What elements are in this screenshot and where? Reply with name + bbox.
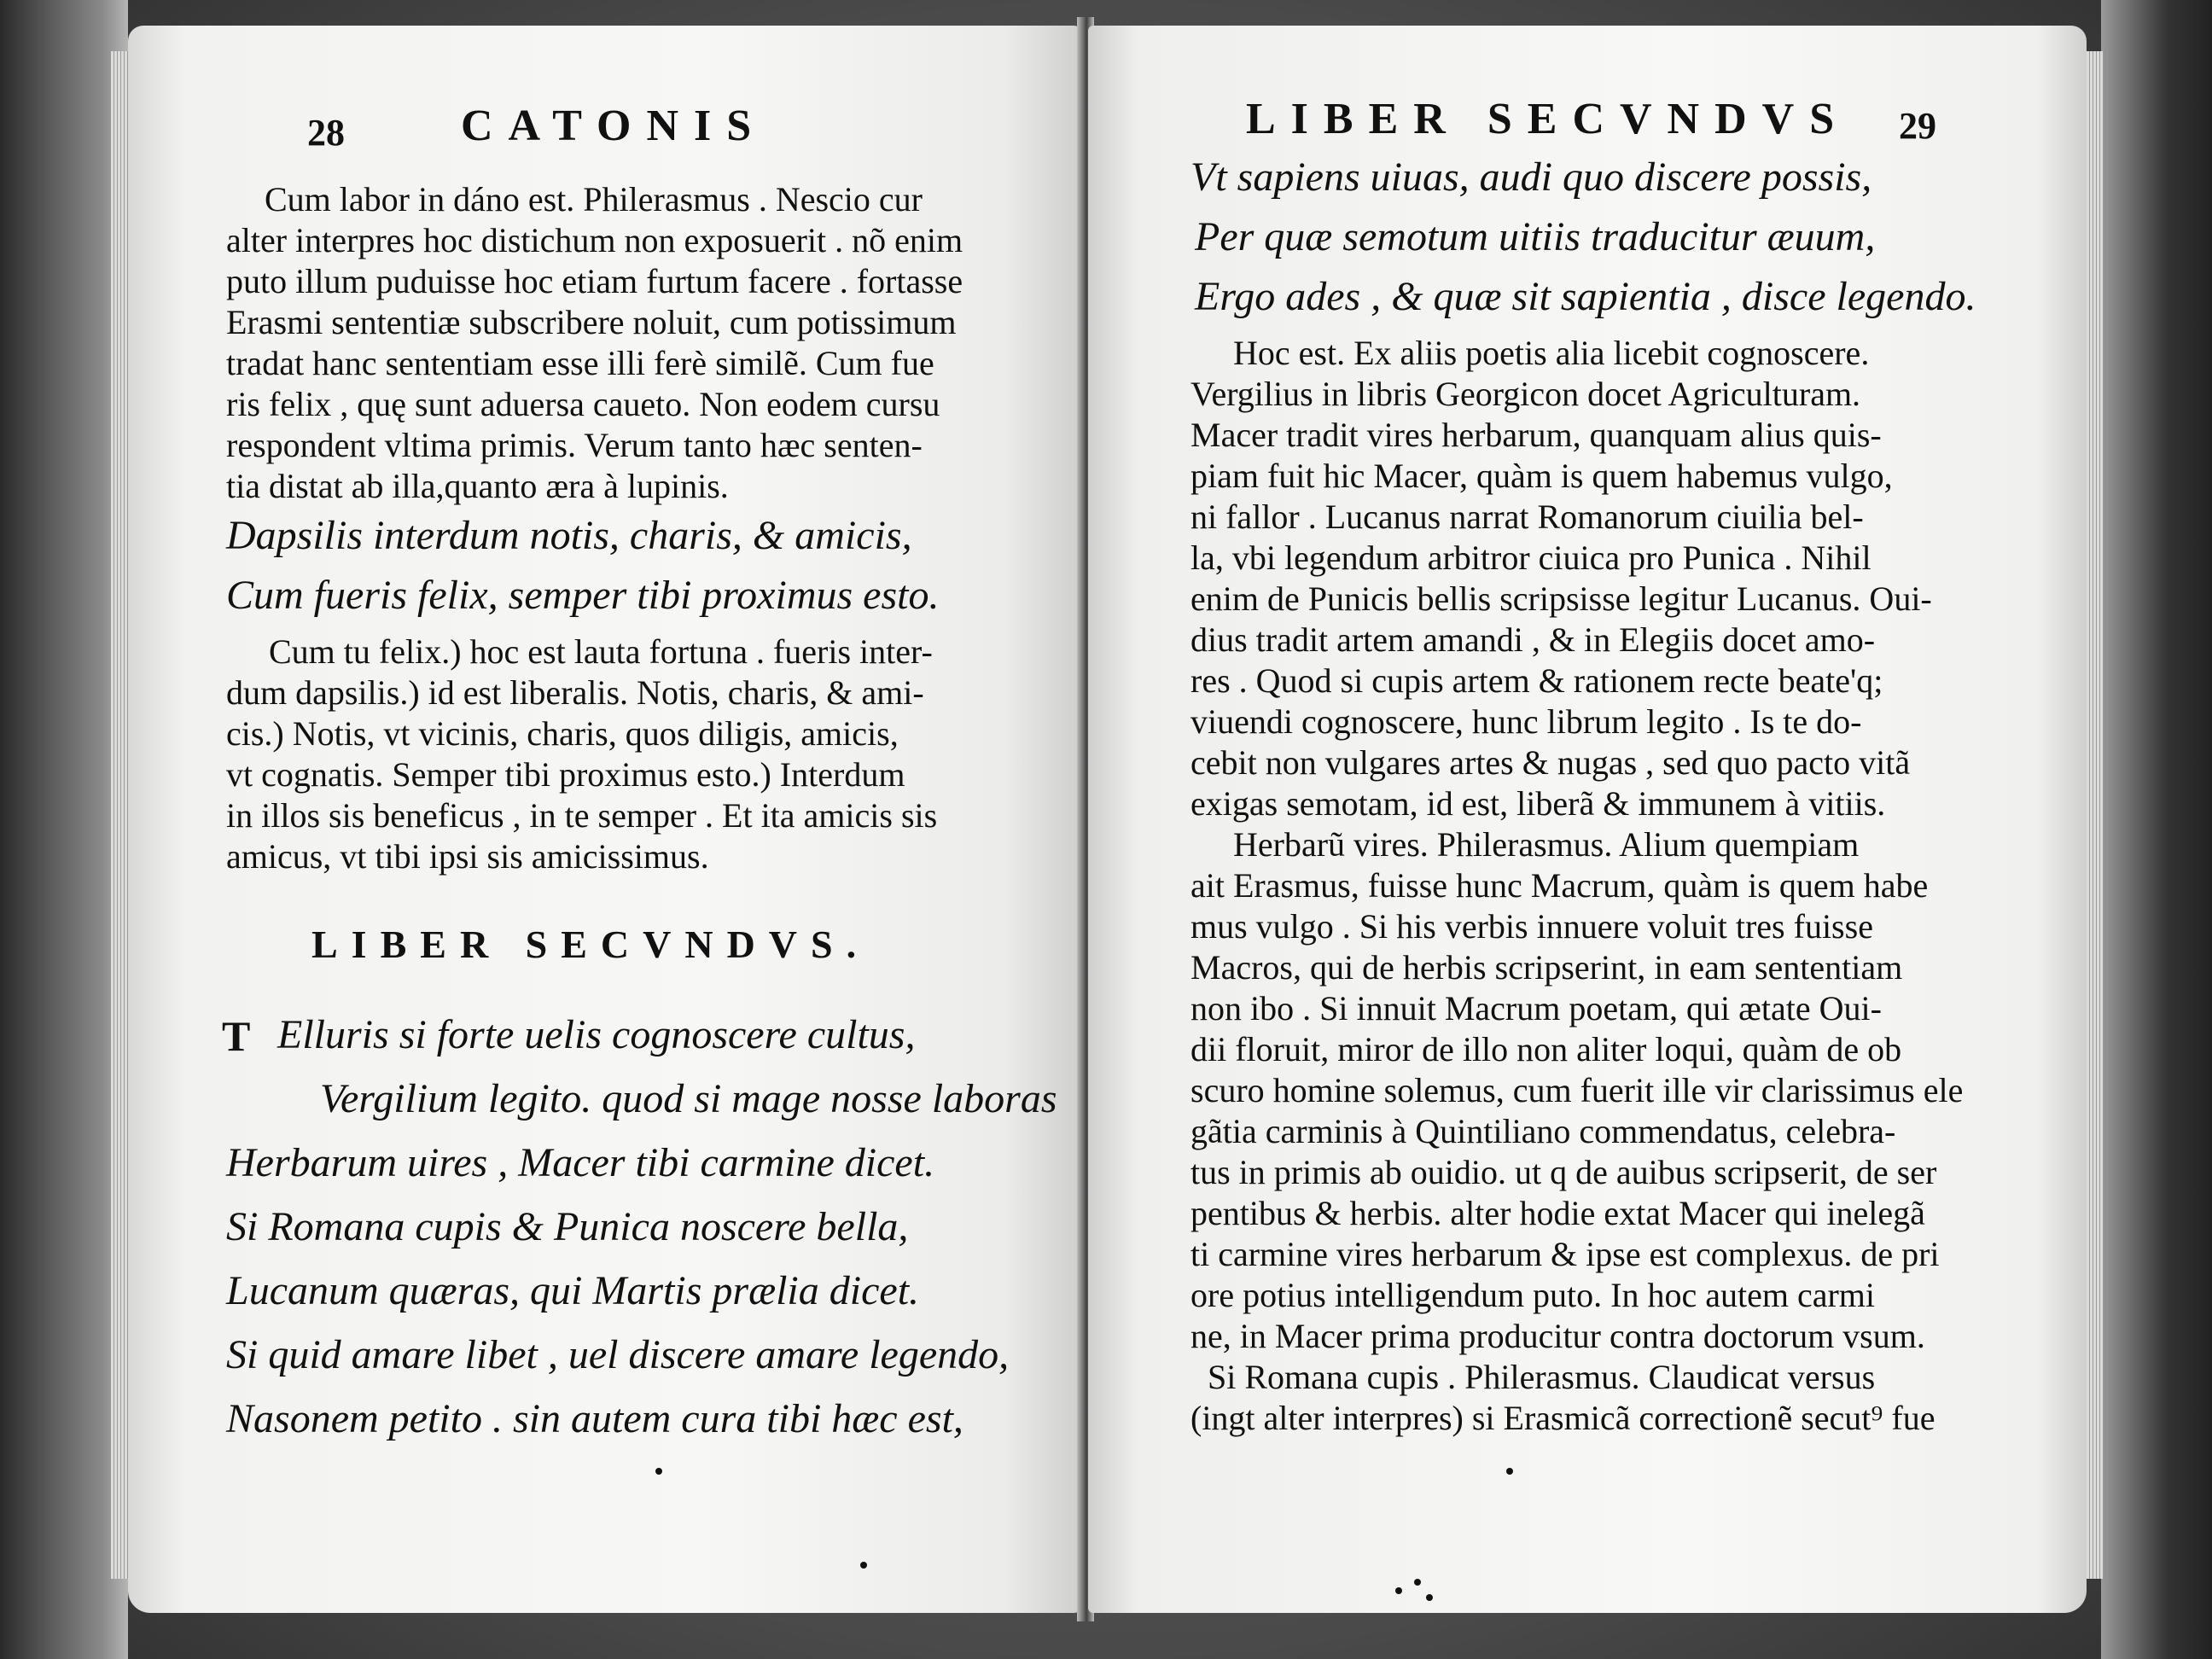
verse-line: Ergo ades , & quæ sit sapientia , disce legendo. [1195,274,1976,319]
text-line: cebit non vulgares artes & nugas , sed quo pacto vitã [1190,743,1911,782]
verse-line: Elluris si forte uelis cognoscere cultus, [277,1012,916,1057]
section-title: LIBER SECVNDVS. [311,923,870,966]
verse-line: Cum fueris felix, semper tibi proximus esto. [226,573,940,618]
text-line: ris felix , quę sunt aduersa caueto. Non eodem cursu [226,385,940,423]
text-line: exigas semotam, id est, liberã & immunem à vitiis. [1190,784,1886,823]
text-line: pentibus & herbis. alter hodie extat Macer qui inelegã [1190,1194,1925,1232]
text-line: non ibo . Si innuit Macrum poetam, qui ætate Oui- [1190,989,1882,1027]
right-page [1088,26,2087,1613]
verse-line: Si Romana cupis & Punica noscere bella, [226,1204,909,1249]
verse-line: Vt sapiens uiuas, audi quo discere possis, [1190,154,1872,200]
text-line: respondent vltima primis. Verum tanto hæc senten- [226,426,923,464]
text-line: Macros, qui de herbis scripserint, in eam sententiam [1190,948,1903,987]
text-line: ait Erasmus, fuisse hunc Macrum, quàm is quem habe [1190,866,1929,905]
text-line: enim de Punicis bellis scripsisse legitur Lucanus. Oui- [1190,579,1932,618]
verse-line: Dapsilis interdum notis, charis, & amicis, [226,513,912,558]
ink-speck [1414,1579,1421,1586]
verse-line: Vergilium legito. quod si mage nosse laboras [320,1076,1057,1121]
text-line: gãtia carminis à Quintiliano commendatus, celebra- [1190,1112,1896,1150]
text-line: ti carmine vires herbarum & ipse est complexus. de pri [1190,1235,1940,1273]
text-line: Herbarũ vires. Philerasmus. Alium quempiam [1233,825,1860,864]
initial-letter: T [222,1012,251,1060]
text-line: Cum labor in dáno est. Philerasmus . Nescio cur [265,180,923,218]
text-line: (ingt alter interpres) si Erasmicã correctionẽ secut⁹ fue [1190,1399,1936,1437]
text-line: cis.) Notis, vt vicinis, charis, quos diligis, amicis, [226,714,899,753]
book-cover-right-edge [2101,0,2212,1659]
text-line: Cum tu felix.) hoc est lauta fortuna . fueris inter- [269,632,933,671]
right-page-number: 29 [1899,105,1936,147]
text-line: ni fallor . Lucanus narrat Romanorum ciuilia bel- [1190,498,1864,536]
ink-speck [860,1562,867,1569]
verse-line: Si quid amare libet , uel discere amare legendo, [226,1332,1010,1377]
ink-speck [1506,1468,1513,1475]
page-edges-left [111,51,128,1579]
left-running-head: CATONIS [461,102,767,150]
text-line: amicus, vt tibi ipsi sis amicissimus. [226,837,709,876]
text-line: la, vbi legendum arbitror ciuica pro Punica . Nihil [1190,538,1871,577]
verse-line: Per quæ semotum uitiis traducitur æuum, [1195,214,1876,259]
book-cover-left-edge [0,0,128,1659]
text-line: Macer tradit vires herbarum, quanquam alius quis- [1190,416,1882,454]
text-line: res . Quod si cupis artem & rationem recte beate'q; [1190,661,1883,700]
text-line: dius tradit artem amandi , & in Elegiis docet amo- [1190,620,1876,659]
verse-line: Nasonem petito . sin autem cura tibi hæc est, [226,1396,963,1441]
text-line: tus in primis ab ouidio. ut q de auibus scripserit, de ser [1190,1153,1937,1191]
ink-speck [1395,1587,1402,1594]
left-page [128,26,1080,1613]
text-line: vt cognatis. Semper tibi proximus esto.) Interdum [226,755,905,794]
text-line: Hoc est. Ex aliis poetis alia licebit cognoscere. [1233,334,1870,372]
text-line: Erasmi sententiæ subscribere noluit, cum potissimum [226,303,957,341]
text-line: dum dapsilis.) id est liberalis. Notis, charis, & ami- [226,673,924,712]
text-line: piam fuit hic Macer, quàm is quem habemus vulgo, [1190,457,1893,495]
text-line: ore potius intelligendum puto. In hoc autem carmi [1190,1276,1876,1314]
text-line: tia distat ab illa,quanto æra à lupinis. [226,467,729,505]
text-line: puto illum puduisse hoc etiam furtum facere . fortasse [226,262,963,300]
text-line: alter interpres hoc distichum non exposuerit . nõ enim [226,221,963,259]
text-line: tradat hanc sententiam esse illi ferè similẽ. Cum fue [226,344,934,382]
ink-speck [655,1468,662,1475]
text-line: scuro homine solemus, cum fuerit ille vir clarissimus ele [1190,1071,1964,1109]
left-page-number: 28 [307,112,345,154]
text-line: Si Romana cupis . Philerasmus. Claudicat versus [1208,1358,1876,1396]
text-line: ne, in Macer prima producitur contra doctorum vsum. [1190,1317,1925,1355]
text-line: mus vulgo . Si his verbis innuere voluit tres fuisse [1190,907,1873,946]
right-running-head: LIBER SECVNDVS [1246,95,1850,143]
verse-line: Lucanum quæras, qui Martis prælia dicet. [226,1268,920,1313]
text-line: in illos sis beneficus , in te semper . Et ita amicis sis [226,796,938,835]
verse-line: Herbarum uires , Macer tibi carmine dicet. [226,1140,935,1185]
ink-speck [1426,1594,1433,1601]
text-line: viuendi cognoscere, hunc librum legito . Is te do- [1190,702,1862,741]
page-edges-right [2087,51,2104,1579]
text-line: dii floruit, miror de illo non aliter loqui, quàm de ob [1190,1030,1902,1068]
text-line: Vergilius in libris Georgicon docet Agriculturam. [1190,375,1861,413]
